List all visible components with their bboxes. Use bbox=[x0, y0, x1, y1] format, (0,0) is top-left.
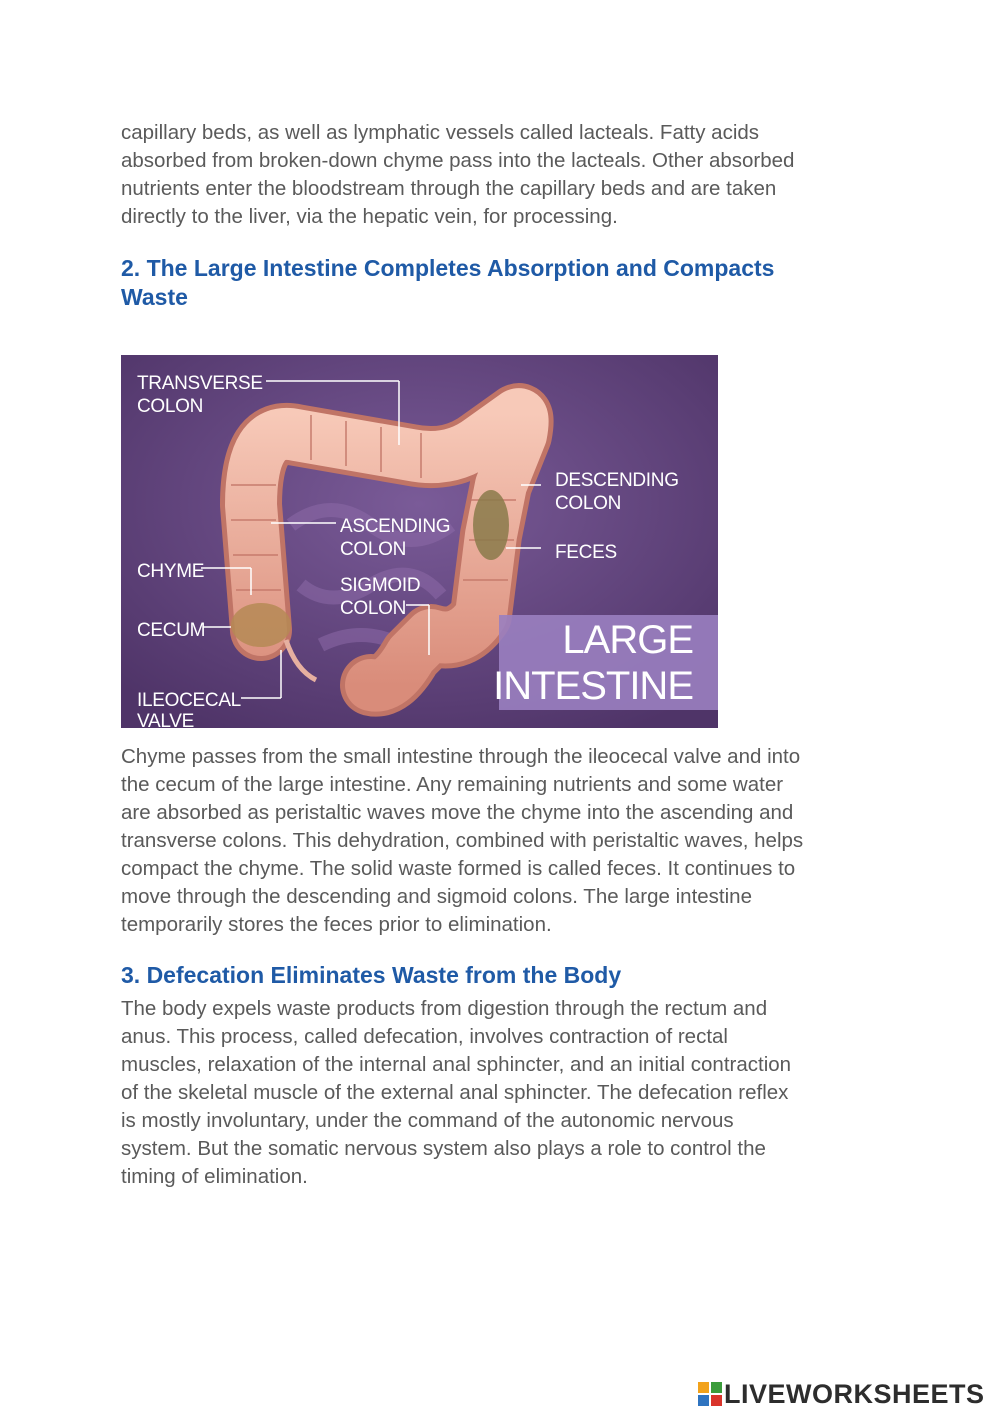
label-ileocecal-valve-line1: ILEOCECAL bbox=[137, 690, 241, 711]
section-2-heading bbox=[121, 254, 901, 312]
text-line: transverse colons. This dehydration, combined with peristaltic waves, helps bbox=[121, 829, 804, 852]
label-descending-colon-line2: COLON bbox=[555, 493, 622, 514]
label-descending-colon-line1: DESCENDING bbox=[555, 470, 679, 491]
label-ileocecal-valve-line2: VALVE bbox=[137, 711, 194, 728]
text-line: are absorbed as peristaltic waves move the chyme into the ascending and bbox=[121, 801, 794, 824]
heading-line: 2. The Large Intestine Completes Absorption and Compacts bbox=[121, 255, 775, 281]
text-line: system. But the somatic nervous system also plays a role to control the bbox=[121, 1137, 766, 1160]
label-transverse-colon-line2: COLON bbox=[137, 396, 204, 417]
heading-line: 3. Defecation Eliminates Waste from the Body bbox=[121, 962, 622, 988]
label-ascending-colon-line2: COLON bbox=[340, 539, 407, 560]
text-line: timing of elimination. bbox=[121, 1165, 308, 1188]
figure-title-line1: LARGE bbox=[562, 618, 693, 662]
text-line: of the skeletal muscle of the external anal sphincter. The defecation reflex bbox=[121, 1081, 789, 1104]
logo-text: LIVEWORKSHEETS bbox=[724, 1378, 985, 1409]
label-feces: FECES bbox=[555, 542, 617, 563]
large-intestine-illustration bbox=[121, 355, 718, 728]
liveworksheets-logo[interactable] bbox=[698, 1377, 985, 1411]
text-line: capillary beds, as well as lymphatic vessels called lacteals. Fatty acids bbox=[121, 121, 760, 144]
label-cecum: CECUM bbox=[137, 620, 206, 641]
large-intestine-diagram bbox=[121, 355, 718, 728]
section-3-heading bbox=[121, 961, 901, 990]
text-line: temporarily stores the feces prior to elimination. bbox=[121, 913, 552, 936]
text-line: The body expels waste products from digestion through the rectum and bbox=[121, 997, 768, 1020]
label-ascending-colon-line1: ASCENDING bbox=[340, 516, 451, 537]
label-sigmoid-colon-line1: SIGMOID bbox=[340, 575, 421, 596]
figure-title-line2: INTESTINE bbox=[493, 664, 693, 708]
text-line: anus. This process, called defecation, involves contraction of rectal bbox=[121, 1025, 728, 1048]
heading-line: Waste bbox=[121, 284, 188, 310]
text-line: compact the chyme. The solid waste formed is called feces. It continues to bbox=[121, 857, 796, 880]
label-chyme: CHYME bbox=[137, 561, 205, 582]
section-2-paragraph bbox=[121, 743, 891, 939]
text-line: directly to the liver, via the hepatic vein, for processing. bbox=[121, 205, 618, 228]
label-transverse-colon-line1: TRANSVERSE bbox=[137, 373, 263, 394]
text-line: is mostly involuntary, under the command of the autonomic nervous bbox=[121, 1109, 734, 1132]
intro-paragraph bbox=[121, 119, 891, 231]
section-3-paragraph bbox=[121, 995, 891, 1191]
text-line: the cecum of the large intestine. Any remaining nutrients and some water bbox=[121, 773, 784, 796]
text-line: Chyme passes from the small intestine through the ileocecal valve and into bbox=[121, 745, 801, 768]
text-line: move through the descending and sigmoid colons. The large intestine bbox=[121, 885, 752, 908]
text-line: muscles, relaxation of the internal anal sphincter, and an initial contraction bbox=[121, 1053, 792, 1076]
label-sigmoid-colon-line2: COLON bbox=[340, 598, 407, 619]
text-line: absorbed from broken-down chyme pass into the lacteals. Other absorbed bbox=[121, 149, 795, 172]
text-line: nutrients enter the bloodstream through the capillary beds and are taken bbox=[121, 177, 777, 200]
liveworksheets-logo-icon bbox=[698, 1382, 722, 1406]
